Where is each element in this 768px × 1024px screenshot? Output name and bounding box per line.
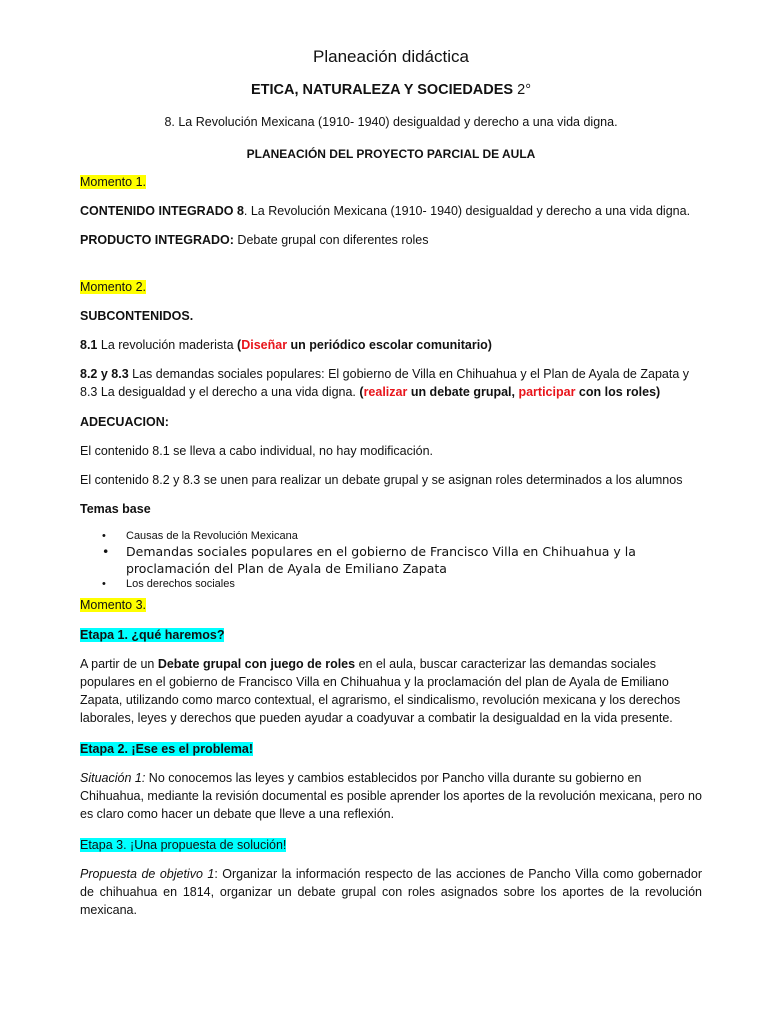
etapa-2-highlight: Etapa 2. ¡Ese es el problema! — [80, 742, 253, 756]
producto-label: PRODUCTO INTEGRADO: — [80, 233, 234, 247]
subject-name: ETICA, NATURALEZA Y SOCIEDADES — [250, 82, 514, 98]
etapa-3-highlight: Etapa 3. ¡Una propuesta de solución! — [80, 838, 287, 852]
sub1-rest: un periódico escolar comunitario) — [287, 338, 492, 352]
subcontenido-8-1 — [80, 336, 702, 354]
producto-integrado — [80, 231, 702, 249]
contenido-label: CONTENIDO INTEGRADO 8 — [80, 204, 244, 218]
etapa1-bold: Debate grupal con juego de roles — [157, 657, 356, 671]
contenido-text: . La Revolución Mexicana (1910- 1940) desigualdad y derecho a una vida digna. — [243, 204, 691, 218]
list-item: • Demandas sociales populares en el gobierno de Francisco Villa en Chihuahua y la proclamación del Plan de Ayala de Emiliano Zapata — [80, 543, 702, 577]
etapa1-rest: en el aula, buscar caracterizar las demandas sociales populares en el gobierno de Francisco Villa en Chihuahua y la proclamación del plan de Ayala de Emiliano Zapata, utilizando como marco contextual, el agrarismo, el sindicalismo, revolución mexicana y los derechos laborales, leyes y derechos que pueden ayudar a coadyuvar a combatir la desigualdad en la vida presente. — [80, 657, 681, 725]
sub1-verb: Diseñar — [241, 338, 288, 352]
list-item: • Los derechos sociales — [80, 577, 702, 591]
etapa-1-label — [80, 626, 702, 644]
moment-1-highlight: Momento 1. — [80, 175, 147, 189]
grade-level: 2° — [517, 82, 531, 98]
sub2-paren: ( — [359, 385, 364, 399]
list-item: • Causas de la Revolución Mexicana — [80, 529, 702, 543]
producto-text: Debate grupal con diferentes roles — [233, 233, 429, 247]
moment-3-label — [80, 596, 702, 614]
sub2-text: Las demandas sociales populares: El gobierno de Villa en Chihuahua y el Plan de Ayala de Zapata y 8.3 La desigualdad y el derecho a una vida digna. — [80, 367, 689, 399]
propuesta-label: Propuesta de objetivo 1 — [80, 867, 215, 881]
temas-base-label: Temas base — [80, 502, 151, 516]
etapa1-pre: A partir de un — [80, 657, 158, 671]
subject-heading — [80, 80, 702, 100]
temas-list — [80, 529, 702, 591]
sub2-rest: con los roles) — [575, 385, 661, 399]
sub2-number: 8.2 y 8.3 — [80, 367, 129, 381]
adecuacion-text-1: El contenido 8.1 se lleva a cabo individual, no hay modificación. — [80, 444, 433, 458]
sub1-text: La revolución maderista — [97, 338, 238, 352]
moment-1-label — [80, 173, 702, 191]
moment-2-label — [80, 278, 702, 296]
etapa-2-label — [80, 740, 702, 758]
situacion-label: Situación 1: — [80, 771, 146, 785]
sub1-number: 8.1 — [80, 338, 98, 352]
etapa-3-label — [80, 836, 702, 854]
situacion-1 — [80, 769, 702, 823]
subcontenidos-label: SUBCONTENIDOS. — [80, 309, 194, 323]
moment-2-highlight: Momento 2. — [80, 280, 147, 294]
contenido-integrado — [80, 202, 702, 220]
sub2-verb-participar: participar — [518, 385, 576, 399]
sub2-mid: un debate grupal, — [407, 385, 519, 399]
document-title: Planeación didáctica — [313, 47, 469, 66]
adecuacion-text-2: El contenido 8.2 y 8.3 se unen para realizar un debate grupal y se asignan roles determinados a los alumnos — [80, 473, 683, 487]
situacion-text: No conocemos las leyes y cambios establecidos por Pancho villa durante su gobierno en Chihuahua, mediante la revisión documental es posible aprender los aportes de la revolución mexicana, pero no es claro como hacer un debate que lleve a una reflexión. — [80, 771, 702, 821]
adecuacion-label: ADECUACION: — [80, 415, 169, 429]
moment-3-highlight: Momento 3. — [80, 598, 147, 612]
sub2-verb-realizar: realizar — [363, 385, 408, 399]
etapa-1-text — [80, 655, 702, 727]
subcontenido-8-2-8-3 — [80, 365, 702, 401]
propuesta-text: : Organizar la información respecto de las acciones de Pancho Villa como gobernador de chihuahua en 1814, organizar un debate grupal con roles asignados sobre los aportes de la revolución mexicana. — [80, 867, 702, 917]
propuesta-objetivo-1 — [80, 865, 702, 919]
etapa-1-highlight: Etapa 1. ¿qué haremos? — [80, 628, 225, 642]
sub1-paren: ( — [237, 338, 242, 352]
plan-heading: PLANEACIÓN DEL PROYECTO PARCIAL DE AULA — [246, 147, 536, 161]
topic-line: 8. La Revolución Mexicana (1910- 1940) desigualdad y derecho a una vida digna. — [164, 115, 618, 129]
